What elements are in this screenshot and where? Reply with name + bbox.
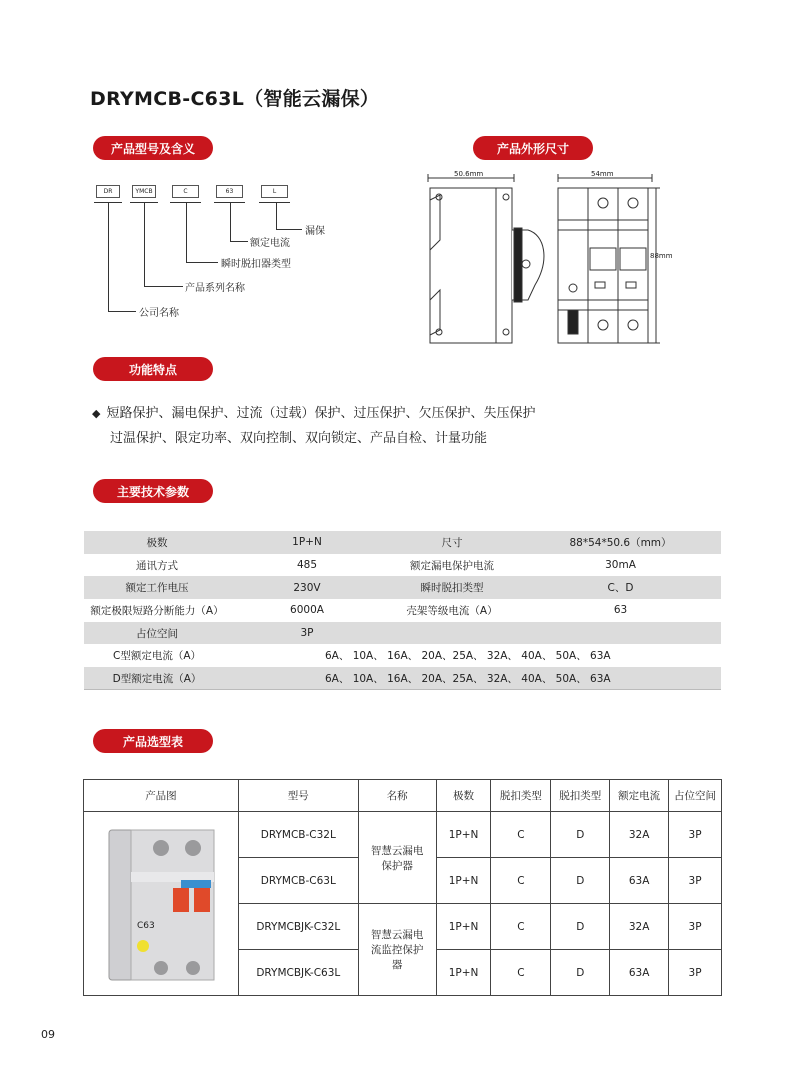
leader-dr bbox=[108, 202, 109, 311]
code-box-l: L bbox=[261, 185, 288, 198]
leader-63 bbox=[230, 202, 231, 241]
table-row: DRYMCBJK-C32L 智慧云漏电流监控保护器 1P+N C D 32A 3P bbox=[84, 904, 722, 950]
feature-line-1: ◆ 短路保护、漏电保护、过流（过载）保护、过压保护、欠压保护、失压保护 bbox=[92, 406, 536, 421]
label-company: 公司名称 bbox=[139, 308, 179, 319]
table-row: C型额定电流（A） 6A、 10A、 16A、 20A、25A、 32A、 40A、 50A、 63A bbox=[84, 644, 721, 667]
underline-l bbox=[259, 202, 290, 203]
leader-l-h bbox=[276, 229, 302, 230]
page-title: DRYMCB-C63L（智能云漏保） bbox=[90, 88, 380, 110]
section-model-meaning: 产品型号及含义 bbox=[93, 136, 213, 160]
table-row: 极数 1P+N 尺寸 88*54*50.6（mm） bbox=[84, 531, 721, 554]
label-trip-type: 瞬时脱扣器类型 bbox=[221, 259, 291, 270]
product-label: C63 bbox=[136, 920, 155, 931]
label-rated-current: 额定电流 bbox=[250, 238, 290, 249]
table-row: D型额定电流（A） 6A、 10A、 16A、 20A、25A、 32A、 40A、 50A、 63A bbox=[84, 667, 721, 690]
tech-params-table bbox=[84, 531, 721, 690]
dim-height: 88mm bbox=[650, 252, 673, 260]
diamond-bullet-icon: ◆ bbox=[92, 407, 101, 420]
code-box-dr: DR bbox=[96, 185, 120, 198]
section-features: 功能特点 bbox=[93, 357, 213, 381]
section-tech-params: 主要技术参数 bbox=[93, 479, 213, 503]
leader-c-h bbox=[186, 262, 218, 263]
leader-ymcb-h bbox=[144, 286, 183, 287]
table-row: 额定工作电压 230V 瞬时脱扣类型 C、D bbox=[84, 576, 721, 599]
table-row: C63 DRYMCB-C32L 智慧云漏电保护器 1P+N C D 32A 3P bbox=[84, 812, 722, 858]
leader-l bbox=[276, 202, 277, 229]
leader-ymcb bbox=[144, 202, 145, 286]
table-row: DRYMCB-C63L 1P+N C D 63A 3P bbox=[84, 858, 722, 904]
dim-side-width: 50.6mm bbox=[454, 170, 484, 178]
breaker-illustration bbox=[101, 820, 221, 985]
section-dimensions: 产品外形尺寸 bbox=[473, 136, 593, 160]
table-header-row: 产品图 型号 名称 极数 脱扣类型 脱扣类型 额定电流 占位空间 bbox=[84, 780, 722, 812]
table-row: 通讯方式 485 额定漏电保护电流 30mA bbox=[84, 554, 721, 577]
leader-c bbox=[186, 202, 187, 262]
table-row: DRYMCBJK-C63L 1P+N C D 63A 3P bbox=[84, 950, 722, 996]
code-box-ymcb: YMCB bbox=[132, 185, 156, 198]
leader-63-h bbox=[230, 241, 248, 242]
table-row: 额定极限短路分断能力（A） 6000A 壳架等级电流（A） 63 bbox=[84, 599, 721, 622]
leader-dr-h bbox=[108, 311, 136, 312]
page-number: 09 bbox=[41, 1028, 55, 1041]
label-series: 产品系列名称 bbox=[185, 283, 245, 294]
feature-line-2: 过温保护、限定功率、双向控制、双向锁定、产品自检、计量功能 bbox=[110, 431, 488, 446]
product-image bbox=[84, 812, 239, 996]
code-box-63: 63 bbox=[216, 185, 243, 198]
label-leakage: 漏保 bbox=[305, 226, 325, 237]
section-selection: 产品选型表 bbox=[93, 729, 213, 753]
table-row: 占位空间 3P bbox=[84, 622, 721, 645]
dim-front-width: 54mm bbox=[591, 170, 614, 178]
code-box-c: C bbox=[172, 185, 199, 198]
selection-table bbox=[83, 779, 722, 996]
